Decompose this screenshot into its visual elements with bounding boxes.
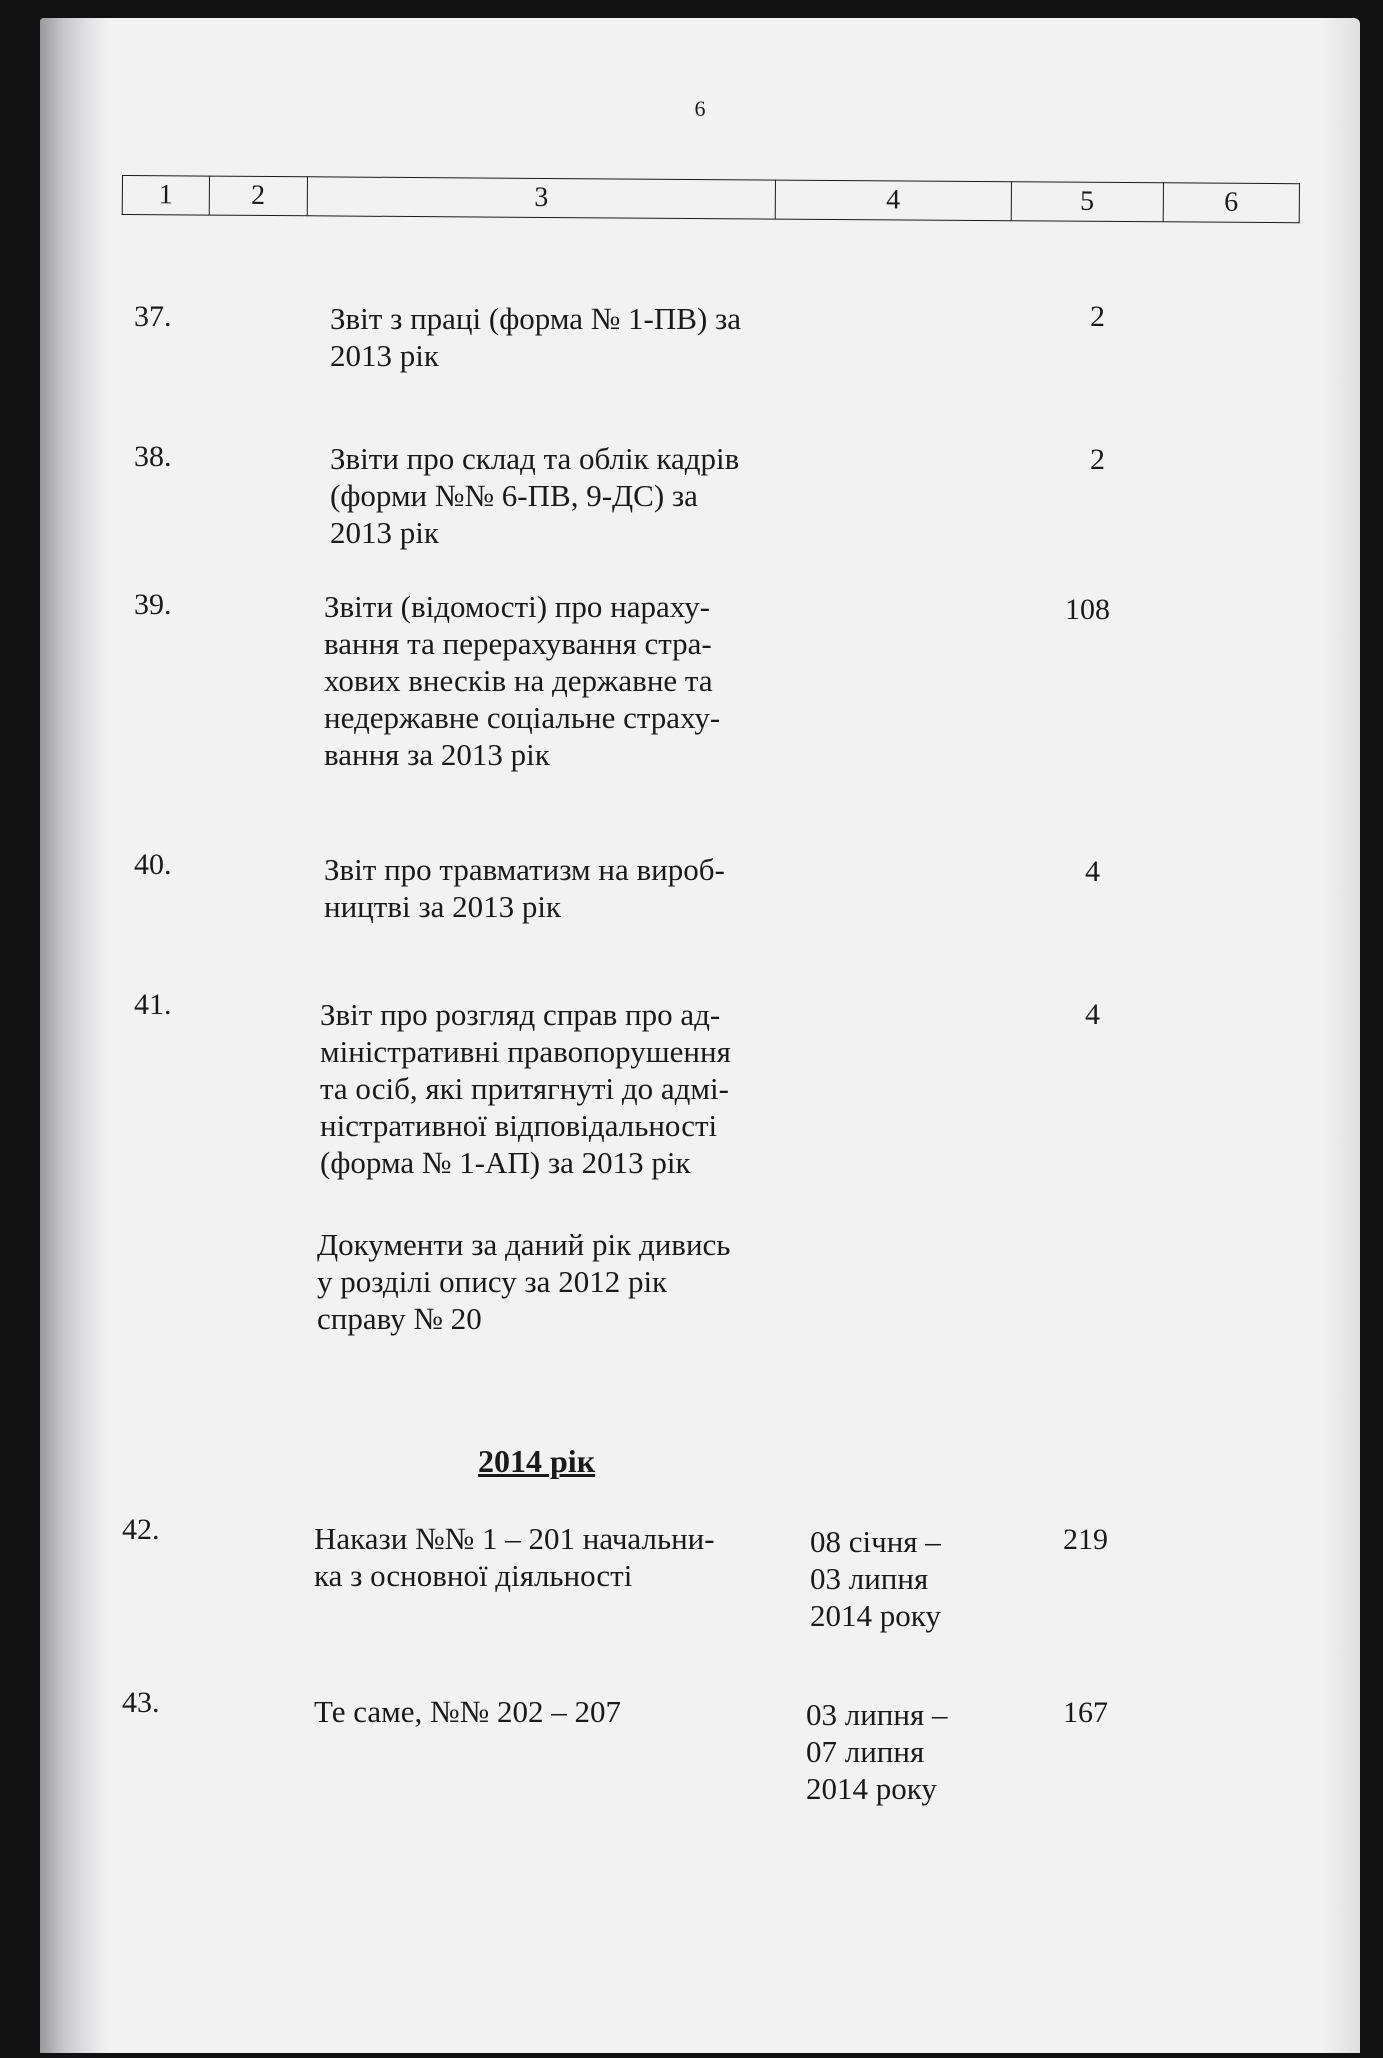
entry-count: 2 (1090, 443, 1105, 476)
cross-reference-note: Документи за даний рік дивись у розділі опису за 2012 рік справу № 20 (317, 1227, 731, 1336)
header-col-3: 3 (307, 177, 775, 219)
entry-dates: 08 січня – 03 липня 2014 року (810, 1524, 941, 1633)
entry-count: 4 (1085, 998, 1100, 1031)
entry-number: 38. (134, 440, 172, 473)
header-col-1: 1 (122, 176, 209, 216)
header-col-2: 2 (209, 176, 308, 216)
entry-count: 108 (1065, 593, 1110, 626)
entry-title: Звіт про розгляд справ про ад- міністративні правопорушення та осіб, які притягнуті до адмі- ністративної відповідальності (форма № 1-АП) за 2013 рік (320, 997, 731, 1180)
entry-title: Те саме, №№ 202 – 207 (314, 1694, 621, 1729)
entry-count: 167 (1063, 1696, 1108, 1729)
entry-number: 39. (134, 588, 172, 621)
entry-title: Звіти про склад та облік кадрів (форми №№ 6-ПВ, 9-ДС) за 2013 рік (330, 441, 740, 550)
entry-title: Звіт з праці (форма № 1-ПВ) за 2013 рік (330, 301, 742, 373)
book-spine-shadow (40, 18, 110, 2053)
entry-title: Накази №№ 1 – 201 начальни- ка з основної діяльності (314, 1521, 715, 1593)
entry-number: 41. (134, 988, 172, 1021)
entry-count: 219 (1063, 1523, 1108, 1556)
year-heading: 2014 рік (478, 1443, 596, 1479)
header-col-4: 4 (775, 180, 1011, 221)
entry-count: 4 (1085, 855, 1100, 888)
header-col-6: 6 (1163, 183, 1300, 223)
header-col-5: 5 (1011, 182, 1163, 222)
entry-number: 40. (134, 848, 172, 881)
entry-number: 37. (134, 300, 172, 333)
entry-count: 2 (1090, 300, 1105, 333)
column-header-table (122, 175, 1300, 223)
entry-number: 42. (122, 1513, 160, 1546)
page-edge-shade (1320, 18, 1360, 2053)
page-number: 6 (694, 96, 706, 121)
document-page (40, 18, 1360, 2053)
entry-number: 43. (122, 1686, 160, 1719)
entry-title: Звіт про травматизм на вироб- ництві за 2013 рік (324, 852, 725, 924)
entry-dates: 03 липня – 07 липня 2014 року (806, 1697, 948, 1806)
entry-title: Звіти (відомості) про нараху- вання та перерахування стра- хових внесків на державне та недержавне соціальне страху- вання за 2013 рік (324, 589, 721, 772)
